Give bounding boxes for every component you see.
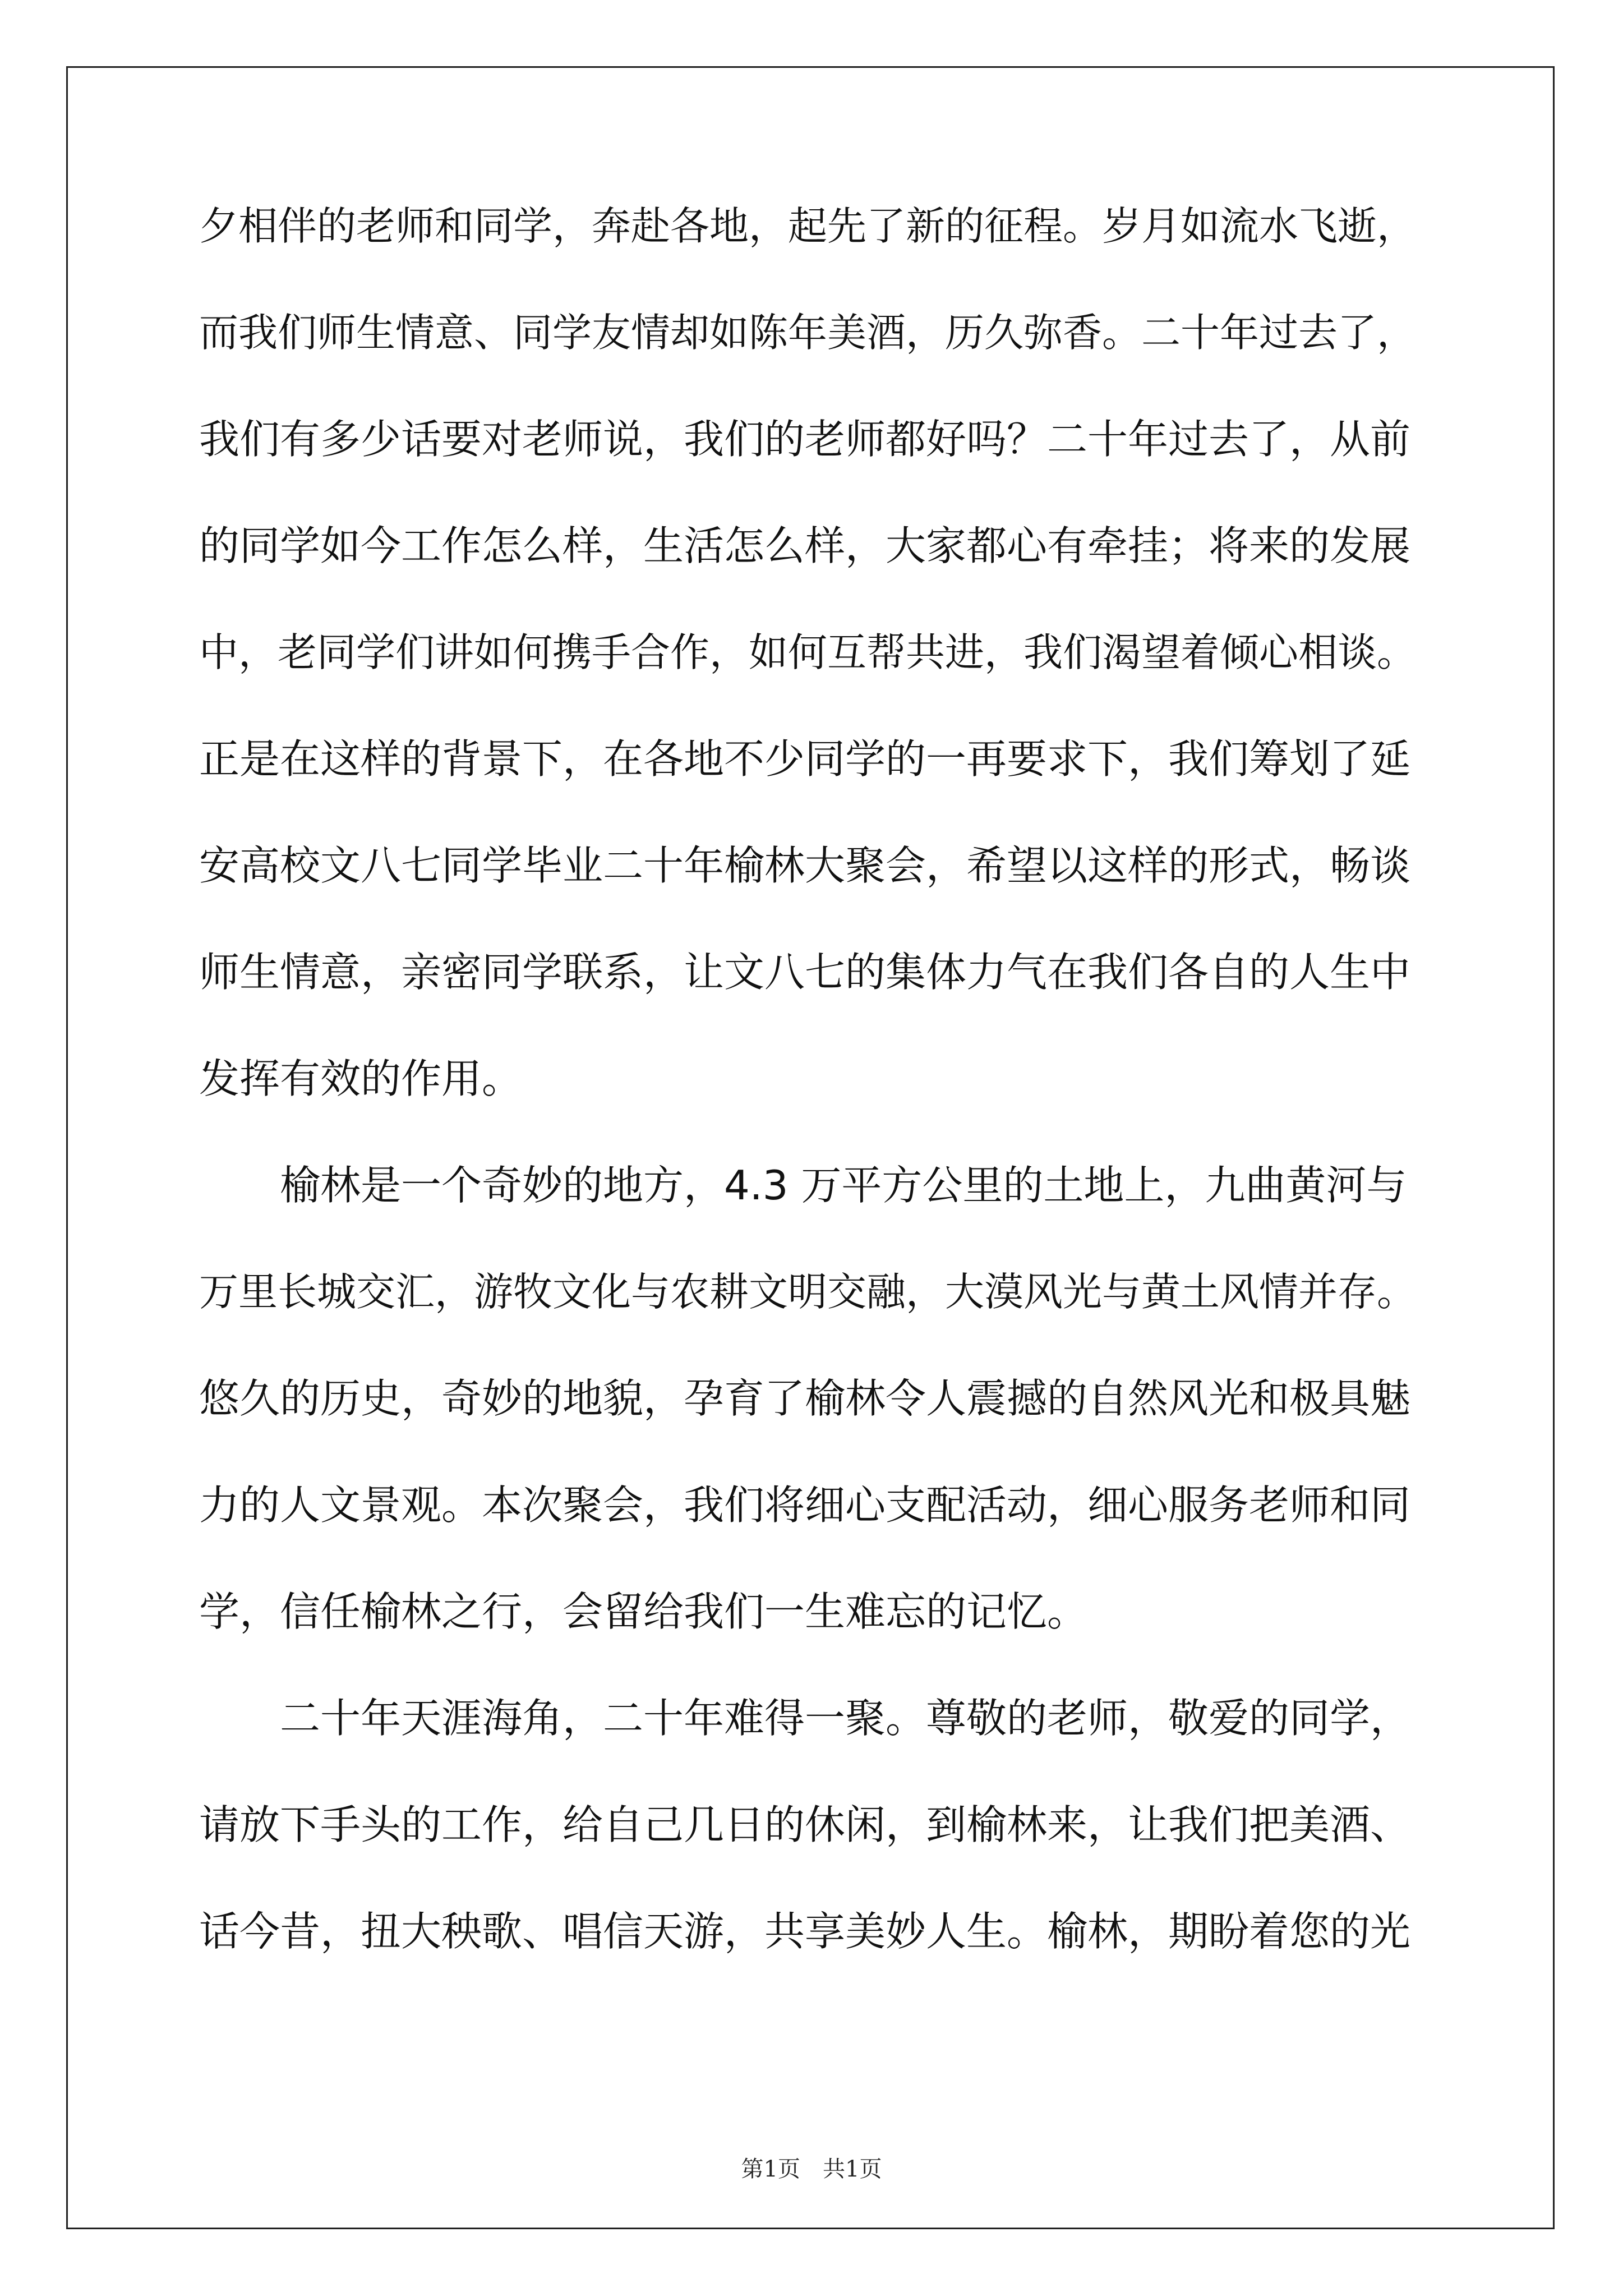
text-line: 夕相伴的老师和同学，奔赴各地，起先了新的征程。岁月如流水飞逝，	[199, 203, 1416, 249]
text-line: 请放下手头的工作，给自己几日的休闲，到榆林来，让我们把美酒、	[199, 1801, 1411, 1848]
text-line: 悠久的历史，奇妙的地貌，孕育了榆林令人震撼的自然风光和极具魅	[199, 1375, 1411, 1422]
text-line: 而我们师生情意、同学友情却如陈年美酒，历久弥香。二十年过去了，	[199, 310, 1416, 356]
text-line: 力的人文景观。本次聚会，我们将细心支配活动，细心服务老师和同	[199, 1481, 1411, 1529]
text-line: 榆林是一个奇妙的地方，4.3 万平方公里的土地上，九曲黄河与	[199, 1162, 1407, 1209]
text-line: 二十年天涯海角，二十年难得一聚。尊敬的老师，敬爱的同学，	[199, 1695, 1411, 1742]
text-line: 师生情意，亲密同学联系，让文八七的集体力气在我们各自的人生中	[199, 949, 1411, 996]
text-line: 安高校文八七同学毕业二十年榆林大聚会，希望以这样的形式，畅谈	[199, 842, 1411, 889]
text-line: 正是在这样的背景下，在各地不少同学的一再要求下，我们筹划了延	[199, 735, 1411, 783]
text-line: 学，信任榆林之行，会留给我们一生难忘的记忆。	[199, 1588, 1088, 1635]
text-line: 我们有多少话要对老师说，我们的老师都好吗？二十年过去了，从前	[199, 416, 1411, 463]
text-line: 的同学如今工作怎么样，生活怎么样，大家都心有牵挂；将来的发展	[199, 522, 1411, 569]
text-line: 发挥有效的作用。	[199, 1055, 523, 1102]
text-line: 万里长城交汇，游牧文化与农耕文明交融，大漠风光与黄土风情并存。	[199, 1269, 1416, 1315]
text-line: 中，老同学们讲如何携手合作，如何互帮共进，我们渴望着倾心相谈。	[199, 629, 1416, 675]
text-line: 话今昔，扭大秧歌、唱信天游，共享美妙人生。榆林，期盼着您的光	[199, 1908, 1411, 1955]
page-footer: 第1页 共1页	[741, 2156, 882, 2182]
